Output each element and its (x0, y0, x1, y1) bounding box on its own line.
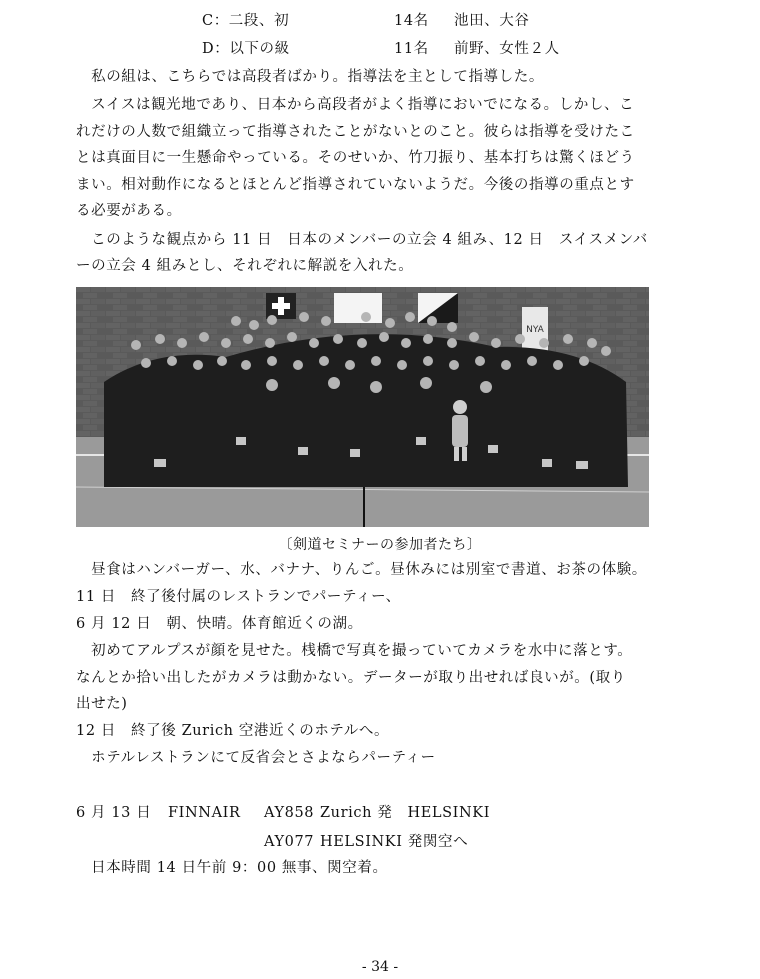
body-line: とは真面目に一生懸命やっている。そのせいか、竹刀振り、基本打ちは驚くほどう (76, 150, 635, 166)
flight-number: AY077 (264, 834, 315, 850)
body-line: 初めてアルプスが顔を見せた。桟橋で写真を撮っていてカメラを水中に落とす。 (76, 643, 633, 659)
body-line: 12 日 終了後 Zurich 空港近くのホテルへ。 (76, 723, 390, 739)
group-photo (76, 287, 649, 527)
flight-route: HELSINKI 発関空へ (320, 834, 469, 850)
swiss-flag-icon (266, 293, 296, 319)
roster-leaders: 前野、女性２人 (454, 41, 560, 57)
roster-count: 11名 (394, 41, 429, 57)
body-line: ホテルレストランにて反省会とさよならパーティー (76, 750, 436, 766)
body-line: なんとか拾い出したがカメラは動かない。データーが取り出せれば良いが。(取り (76, 670, 626, 686)
roster-group: D：以下の級 (202, 41, 290, 57)
flight-number: AY858 (264, 805, 315, 821)
group-photo-illustration (76, 287, 649, 527)
flight-airline: FINNAIR (168, 805, 241, 821)
roster-leaders: 池田、大谷 (454, 13, 530, 29)
body-line: スイスは観光地であり、日本から高段者がよく指導においでになる。しかし、こ (76, 97, 635, 113)
page-number: - 34 - (361, 959, 399, 975)
body-line: このような観点から 11 日 日本のメンバーの立会 4 組み、12 日 スイスメンバ (76, 232, 648, 248)
photo-caption: 〔剣道セミナーの参加者たち〕 (278, 537, 482, 553)
body-line: 昼食はハンバーガー、水、バナナ、りんご。昼休みには別室で書道、お茶の体験。 (76, 562, 647, 578)
body-line: まい。相対動作になるとほとんど指導されていないようだ。今後の指導の重点とす (76, 177, 635, 193)
body-line: 私の組は、こちらでは高段者ばかり。指導法を主として指導した。 (76, 69, 544, 85)
body-line: 出せた) (76, 696, 128, 712)
body-line: 6 月 12 日 朝、快晴。体育館近くの湖。 (76, 616, 363, 632)
banner-text: NYA (526, 325, 544, 335)
japanese-flag-icon (334, 293, 382, 323)
banner-flag-icon (418, 293, 458, 323)
body-line: れだけの人数で組織立って指導されたことがないとのこと。彼らは指導を受けたこ (76, 124, 635, 140)
body-line: ーの立会 4 組みとし、それぞれに解説を入れた。 (76, 258, 414, 274)
roster-group: C：二段、初 (202, 13, 290, 29)
arrival-line: 日本時間 14 日午前 9：00 無事、関空着。 (76, 860, 388, 876)
roster-count: 14名 (394, 13, 429, 29)
flight-date: 6 月 13 日 (76, 805, 152, 821)
flight-route: Zurich 発 HELSINKI (320, 805, 491, 821)
body-line: る必要がある。 (76, 203, 182, 219)
body-line: 11 日 終了後付属のレストランでパーティー、 (76, 589, 401, 605)
